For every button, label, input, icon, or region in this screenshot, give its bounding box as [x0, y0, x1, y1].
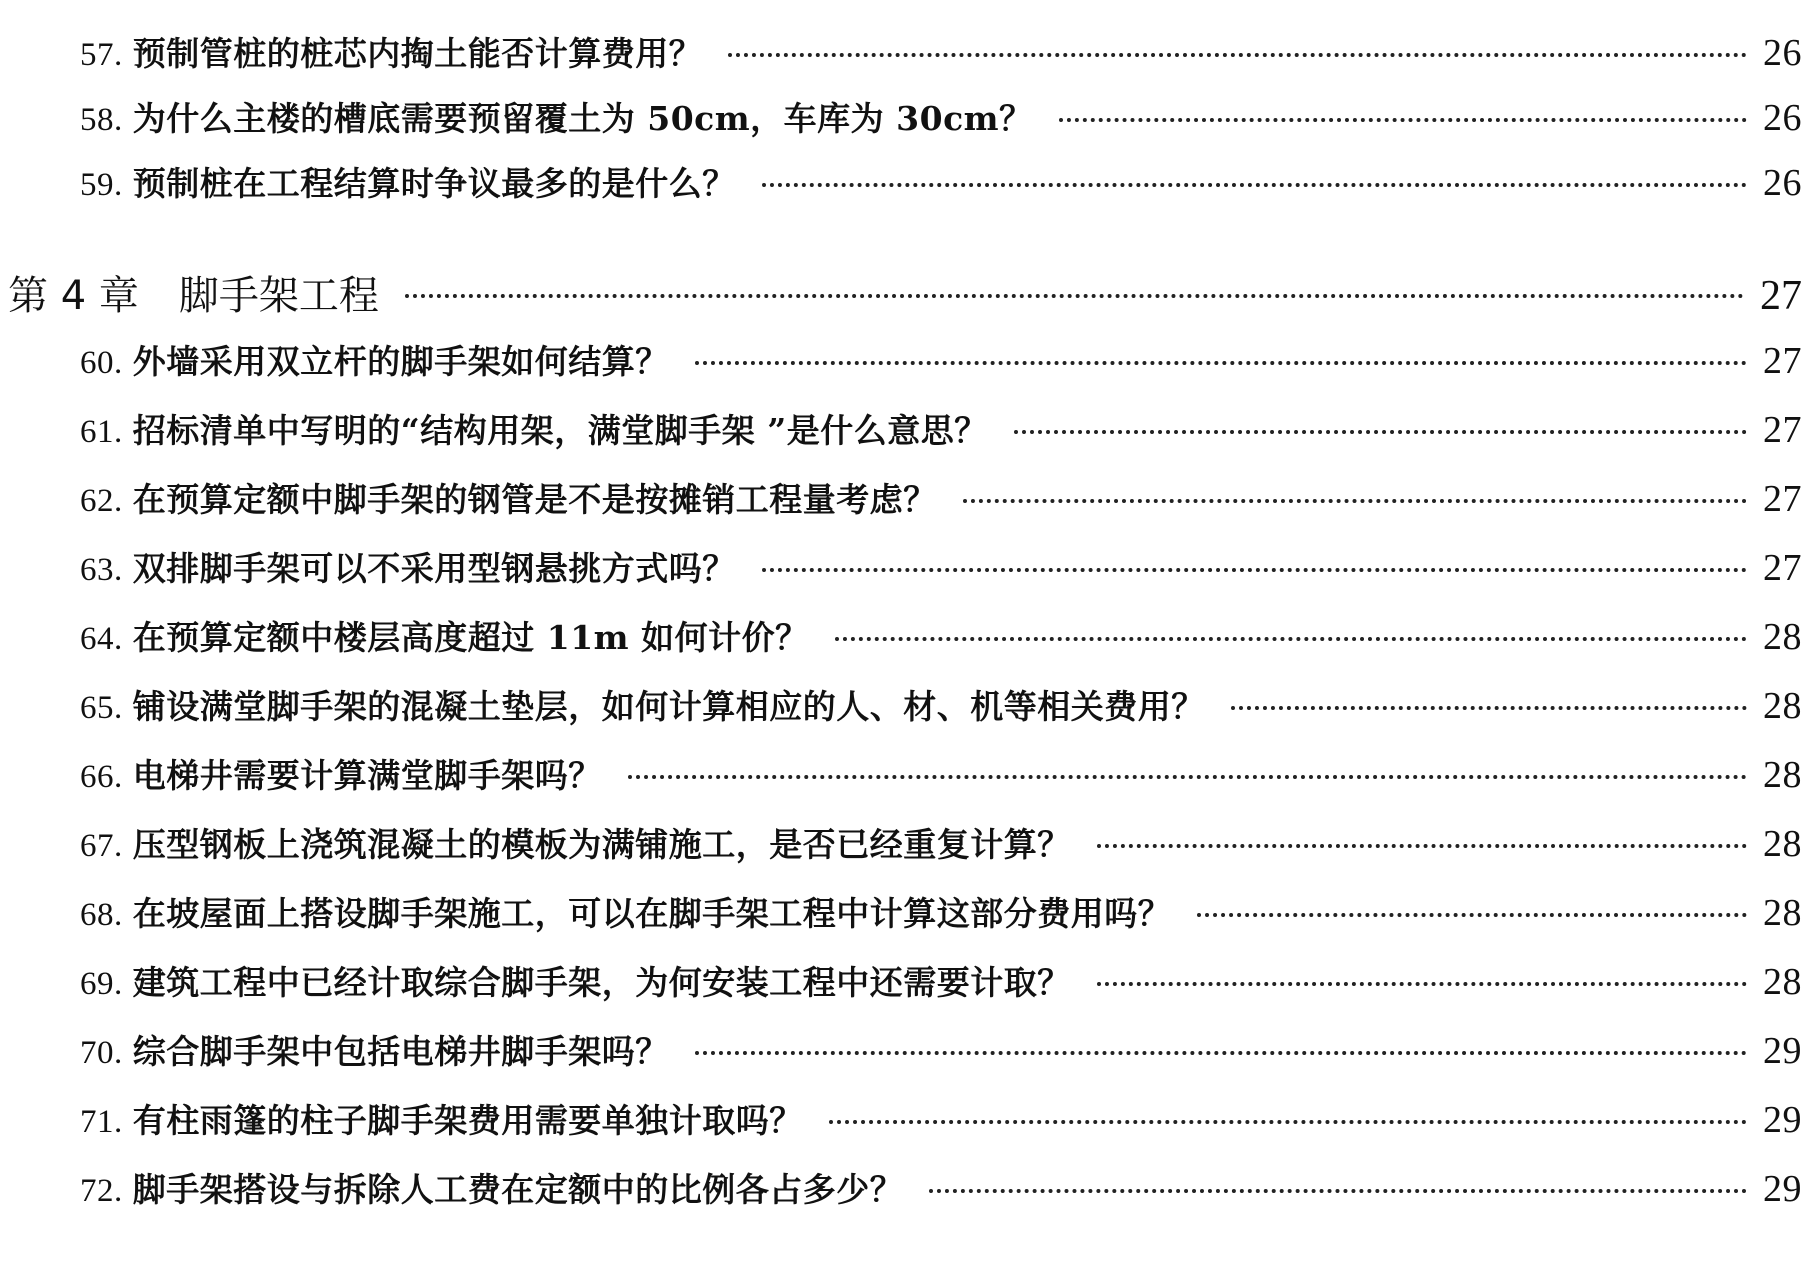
chapter-heading[interactable]: [8, 264, 1802, 321]
toc-entry[interactable]: [80, 681, 1802, 728]
toc-entry[interactable]: [80, 612, 1802, 659]
entry-number: 69.: [80, 966, 123, 1002]
toc-entry[interactable]: [80, 957, 1802, 1004]
toc-entry[interactable]: [80, 158, 1802, 205]
dot-leader: [963, 499, 1747, 503]
entry-title: 双排脚手架可以不采用型钢悬挑方式吗？: [132, 549, 736, 588]
entry-title: 在预算定额中脚手架的钢管是不是按摊销工程量考虑？: [132, 480, 937, 519]
entry-title: 铺设满堂脚手架的混凝土垫层，如何计算相应的人、材、机等相关费用？: [132, 687, 1205, 726]
entry-number: 71.: [80, 1104, 123, 1140]
dot-leader: [1097, 844, 1747, 848]
entry-number: 65.: [80, 690, 123, 726]
entry-number: 60.: [80, 345, 123, 381]
entry-page-number: 29: [1763, 1168, 1802, 1210]
entry-page-number: 28: [1763, 616, 1802, 658]
toc-entry[interactable]: [80, 28, 1802, 75]
chapter-title: 脚手架工程: [178, 273, 379, 319]
entry-page-number: 27: [1763, 547, 1802, 589]
toc-entry[interactable]: [80, 336, 1802, 383]
entry-page-number: 28: [1763, 892, 1802, 934]
dot-leader: [628, 775, 1747, 779]
entry-page-number: 26: [1763, 97, 1802, 139]
toc-entry[interactable]: [80, 888, 1802, 935]
entry-page-number: 28: [1763, 823, 1802, 865]
entry-title: 招标清单中写明的“结构用架，满堂脚手架 ”是什么意思？: [132, 411, 988, 450]
entry-page-number: 27: [1763, 478, 1802, 520]
dot-leader: [1059, 118, 1747, 122]
toc-entry[interactable]: [80, 750, 1802, 797]
dot-leader: [1097, 982, 1747, 986]
entry-number: 66.: [80, 759, 123, 795]
entry-title: 预制桩在工程结算时争议最多的是什么？: [132, 164, 736, 203]
entry-number: 59.: [80, 167, 123, 203]
entry-page-number: 28: [1763, 961, 1802, 1003]
entry-page-number: 26: [1763, 162, 1802, 204]
dot-leader: [829, 1120, 1747, 1124]
entry-title: 建筑工程中已经计取综合脚手架，为何安装工程中还需要计取？: [132, 963, 1071, 1002]
toc-entry[interactable]: [80, 1164, 1802, 1211]
dot-leader: [762, 183, 1747, 187]
entry-title: 在预算定额中楼层高度超过 11m 如何计价？: [132, 618, 809, 657]
toc-entry[interactable]: [80, 405, 1802, 452]
entry-page-number: 27: [1763, 409, 1802, 451]
entry-number: 67.: [80, 828, 123, 864]
entry-number: 57.: [80, 37, 123, 73]
entry-title: 在坡屋面上搭设脚手架施工，可以在脚手架工程中计算这部分费用吗？: [132, 894, 1172, 933]
entry-number: 62.: [80, 483, 123, 519]
dot-leader: [695, 361, 1747, 365]
entry-title: 脚手架搭设与拆除人工费在定额中的比例各占多少？: [132, 1170, 904, 1209]
chapter-label: 第 4 章: [8, 273, 139, 319]
entry-number: 61.: [80, 414, 123, 450]
toc-entry[interactable]: [80, 93, 1802, 140]
entry-title: 综合脚手架中包括电梯井脚手架吗？: [132, 1032, 669, 1071]
entry-number: 58.: [80, 102, 123, 138]
dot-leader: [835, 637, 1747, 641]
dot-leader: [728, 53, 1747, 57]
toc-entry[interactable]: [80, 474, 1802, 521]
dot-leader: [1197, 913, 1747, 917]
entry-title: 电梯井需要计算满堂脚手架吗？: [132, 756, 602, 795]
entry-page-number: 29: [1763, 1030, 1802, 1072]
entry-title: 预制管桩的桩芯内掏土能否计算费用？: [132, 34, 703, 73]
toc-entry[interactable]: [80, 543, 1802, 590]
entry-number: 72.: [80, 1173, 123, 1209]
dot-leader: [405, 294, 1744, 298]
dot-leader: [1231, 706, 1747, 710]
entry-page-number: 28: [1763, 685, 1802, 727]
dot-leader: [695, 1051, 1747, 1055]
entry-number: 68.: [80, 897, 123, 933]
entry-number: 63.: [80, 552, 123, 588]
entry-number: 70.: [80, 1035, 123, 1071]
entry-title: 为什么主楼的槽底需要预留覆土为 50cm，车库为 30cm？: [132, 99, 1033, 138]
entry-title: 外墙采用双立杆的脚手架如何结算？: [132, 342, 669, 381]
entry-page-number: 27: [1763, 340, 1802, 382]
entry-page-number: 26: [1763, 32, 1802, 74]
dot-leader: [929, 1189, 1747, 1193]
chapter-page-number: 27: [1760, 273, 1802, 319]
entry-page-number: 29: [1763, 1099, 1802, 1141]
toc-entry[interactable]: [80, 1026, 1802, 1073]
toc-entry[interactable]: [80, 819, 1802, 866]
entry-title: 有柱雨篷的柱子脚手架费用需要单独计取吗？: [132, 1101, 803, 1140]
dot-leader: [762, 568, 1747, 572]
entry-page-number: 28: [1763, 754, 1802, 796]
entry-title: 压型钢板上浇筑混凝土的模板为满铺施工，是否已经重复计算？: [132, 825, 1071, 864]
entry-number: 64.: [80, 621, 123, 657]
dot-leader: [1014, 430, 1747, 434]
toc-entry[interactable]: [80, 1095, 1802, 1142]
